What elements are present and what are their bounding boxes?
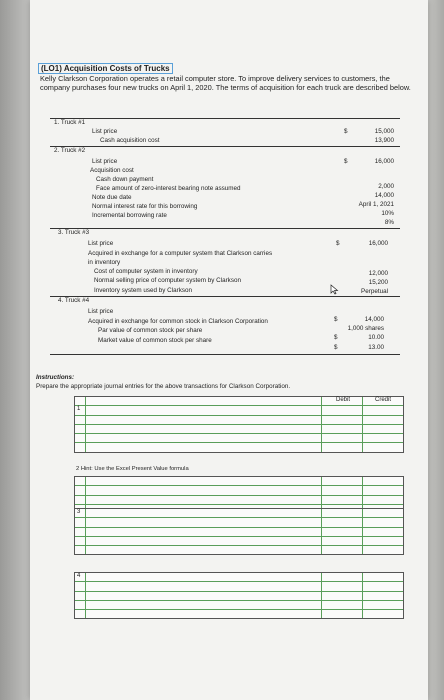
truck3-system-label: Inventory system used by Clarkson (94, 287, 192, 294)
truck3-heading: 3. Truck #3 (58, 229, 90, 236)
truck2-normal-rate: 10% (381, 210, 394, 217)
truck4-par: 10.00 (368, 334, 384, 341)
truck4-list-price-label: List price (88, 308, 114, 315)
intro-paragraph: Kelly Clarkson Corporation operates a retail computer store. To improve delivery services to customers, the company purchases four new trucks on April 1, 2020. The terms of acquisition for each truck are described below. (40, 74, 411, 93)
journal-row[interactable] (75, 443, 403, 451)
journal-row[interactable] (75, 509, 403, 518)
debit-header: Debit (335, 397, 350, 403)
truck2-note-due: April 1, 2021 (358, 201, 394, 208)
truck2-list-price-label: List price (92, 158, 118, 165)
truck3-list-price: 16,000 (368, 240, 388, 247)
credit-header: Credit (374, 397, 391, 403)
truck1-dollar-sign: $ (344, 128, 348, 135)
worksheet-page (30, 0, 428, 700)
page-title: (LO1) Acquisition Costs of Trucks (38, 63, 173, 74)
mouse-cursor-icon (330, 284, 339, 295)
truck1-cash-cost-label: Cash acquisition cost (100, 137, 160, 144)
truck3-acquired-label-1: Acquired in exchange for a computer system that Clarkson carries (88, 250, 273, 257)
truck2-normal-rate-label: Normal interest rate for this borrowing (92, 203, 198, 210)
truck3-acquired-label-2: in inventory (88, 259, 121, 266)
truck2-list-price: 16,000 (374, 158, 394, 165)
truck2-heading: 2. Truck #2 (54, 147, 86, 154)
journal-entry-3-grid (74, 508, 404, 555)
truck2-note-due-label: Note due date (92, 194, 132, 201)
truck1-cash-cost: 13,900 (374, 137, 394, 144)
journal-row[interactable] (75, 573, 403, 582)
truck4-list-price: 14,000 (364, 316, 384, 323)
truck4-par-label: Par value of common stock per share (98, 327, 203, 334)
instructions-text: Prepare the appropriate journal entries for the above transactions for Clarkson Corporation. (36, 383, 291, 390)
truck4-shares: 1,000 shares (347, 325, 384, 332)
journal-row[interactable] (75, 601, 403, 610)
truck4-market-dollar: $ (334, 344, 338, 351)
journal-row[interactable] (75, 546, 403, 554)
journal-entry-1-grid (74, 396, 404, 453)
truck1-heading: 1. Truck #1 (54, 119, 86, 126)
entry-3-number: 3 (77, 509, 81, 515)
journal-row[interactable] (75, 434, 403, 443)
truck2-incr-rate-label: Incremental borrowing rate (92, 212, 167, 219)
journal-entry-4-grid (74, 572, 404, 619)
journal-row[interactable] (75, 496, 403, 505)
journal-row[interactable] (75, 416, 403, 425)
truck1-list-price-label: List price (92, 128, 118, 135)
journal-row[interactable] (75, 582, 403, 591)
entry-4-number: 4 (77, 573, 81, 579)
truck2-incr-rate: 8% (384, 219, 394, 226)
truck1-list-price: 15,000 (374, 128, 394, 135)
journal-row[interactable] (75, 425, 403, 434)
entry-1-number: 1 (77, 406, 81, 413)
truck4-heading: 4. Truck #4 (58, 297, 90, 304)
truck4-market-label: Market value of common stock per share (98, 337, 212, 344)
journal-row[interactable] (75, 610, 403, 618)
truck3-cost: 12,000 (368, 270, 388, 277)
journal-row[interactable] (75, 486, 403, 495)
truck2-cash-down-label: Cash down payment (96, 176, 154, 183)
truck2-acq-cost-label: Acquisition cost (90, 167, 134, 174)
truck2-face-amount-label: Face amount of zero-interest bearing note assumed (96, 185, 241, 192)
truck3-system: Perpetual (361, 288, 388, 295)
truck2-face-amount: 14,000 (374, 192, 394, 199)
journal-row[interactable] (75, 406, 403, 415)
journal-row[interactable] (75, 518, 403, 527)
journal-row[interactable] (75, 537, 403, 546)
truck4-dollar-sign: $ (334, 316, 338, 323)
truck2-cash-down: 2,000 (378, 183, 394, 190)
truck2-dollar-sign: $ (344, 158, 348, 165)
journal-row[interactable] (75, 477, 403, 486)
journal-row[interactable] (75, 592, 403, 601)
truck4-par-dollar: $ (334, 334, 338, 341)
truck3-list-price-label: List price (88, 240, 114, 247)
truck3-cost-label: Cost of computer system in inventory (94, 268, 198, 275)
truck3-selling: 15,200 (368, 279, 388, 286)
truck3-selling-label: Normal selling price of computer system by Clarkson (94, 277, 241, 284)
truck3-dollar-sign: $ (336, 240, 340, 247)
instructions-heading: Instructions: (36, 374, 75, 381)
entry-2-hint: 2 Hint: Use the Excel Present Value formula (76, 466, 189, 472)
truck4-acquired-label: Acquired in exchange for common stock in Clarkson Corporation (88, 318, 268, 325)
truck4-market: 13.00 (368, 344, 384, 351)
journal-row[interactable] (75, 528, 403, 537)
